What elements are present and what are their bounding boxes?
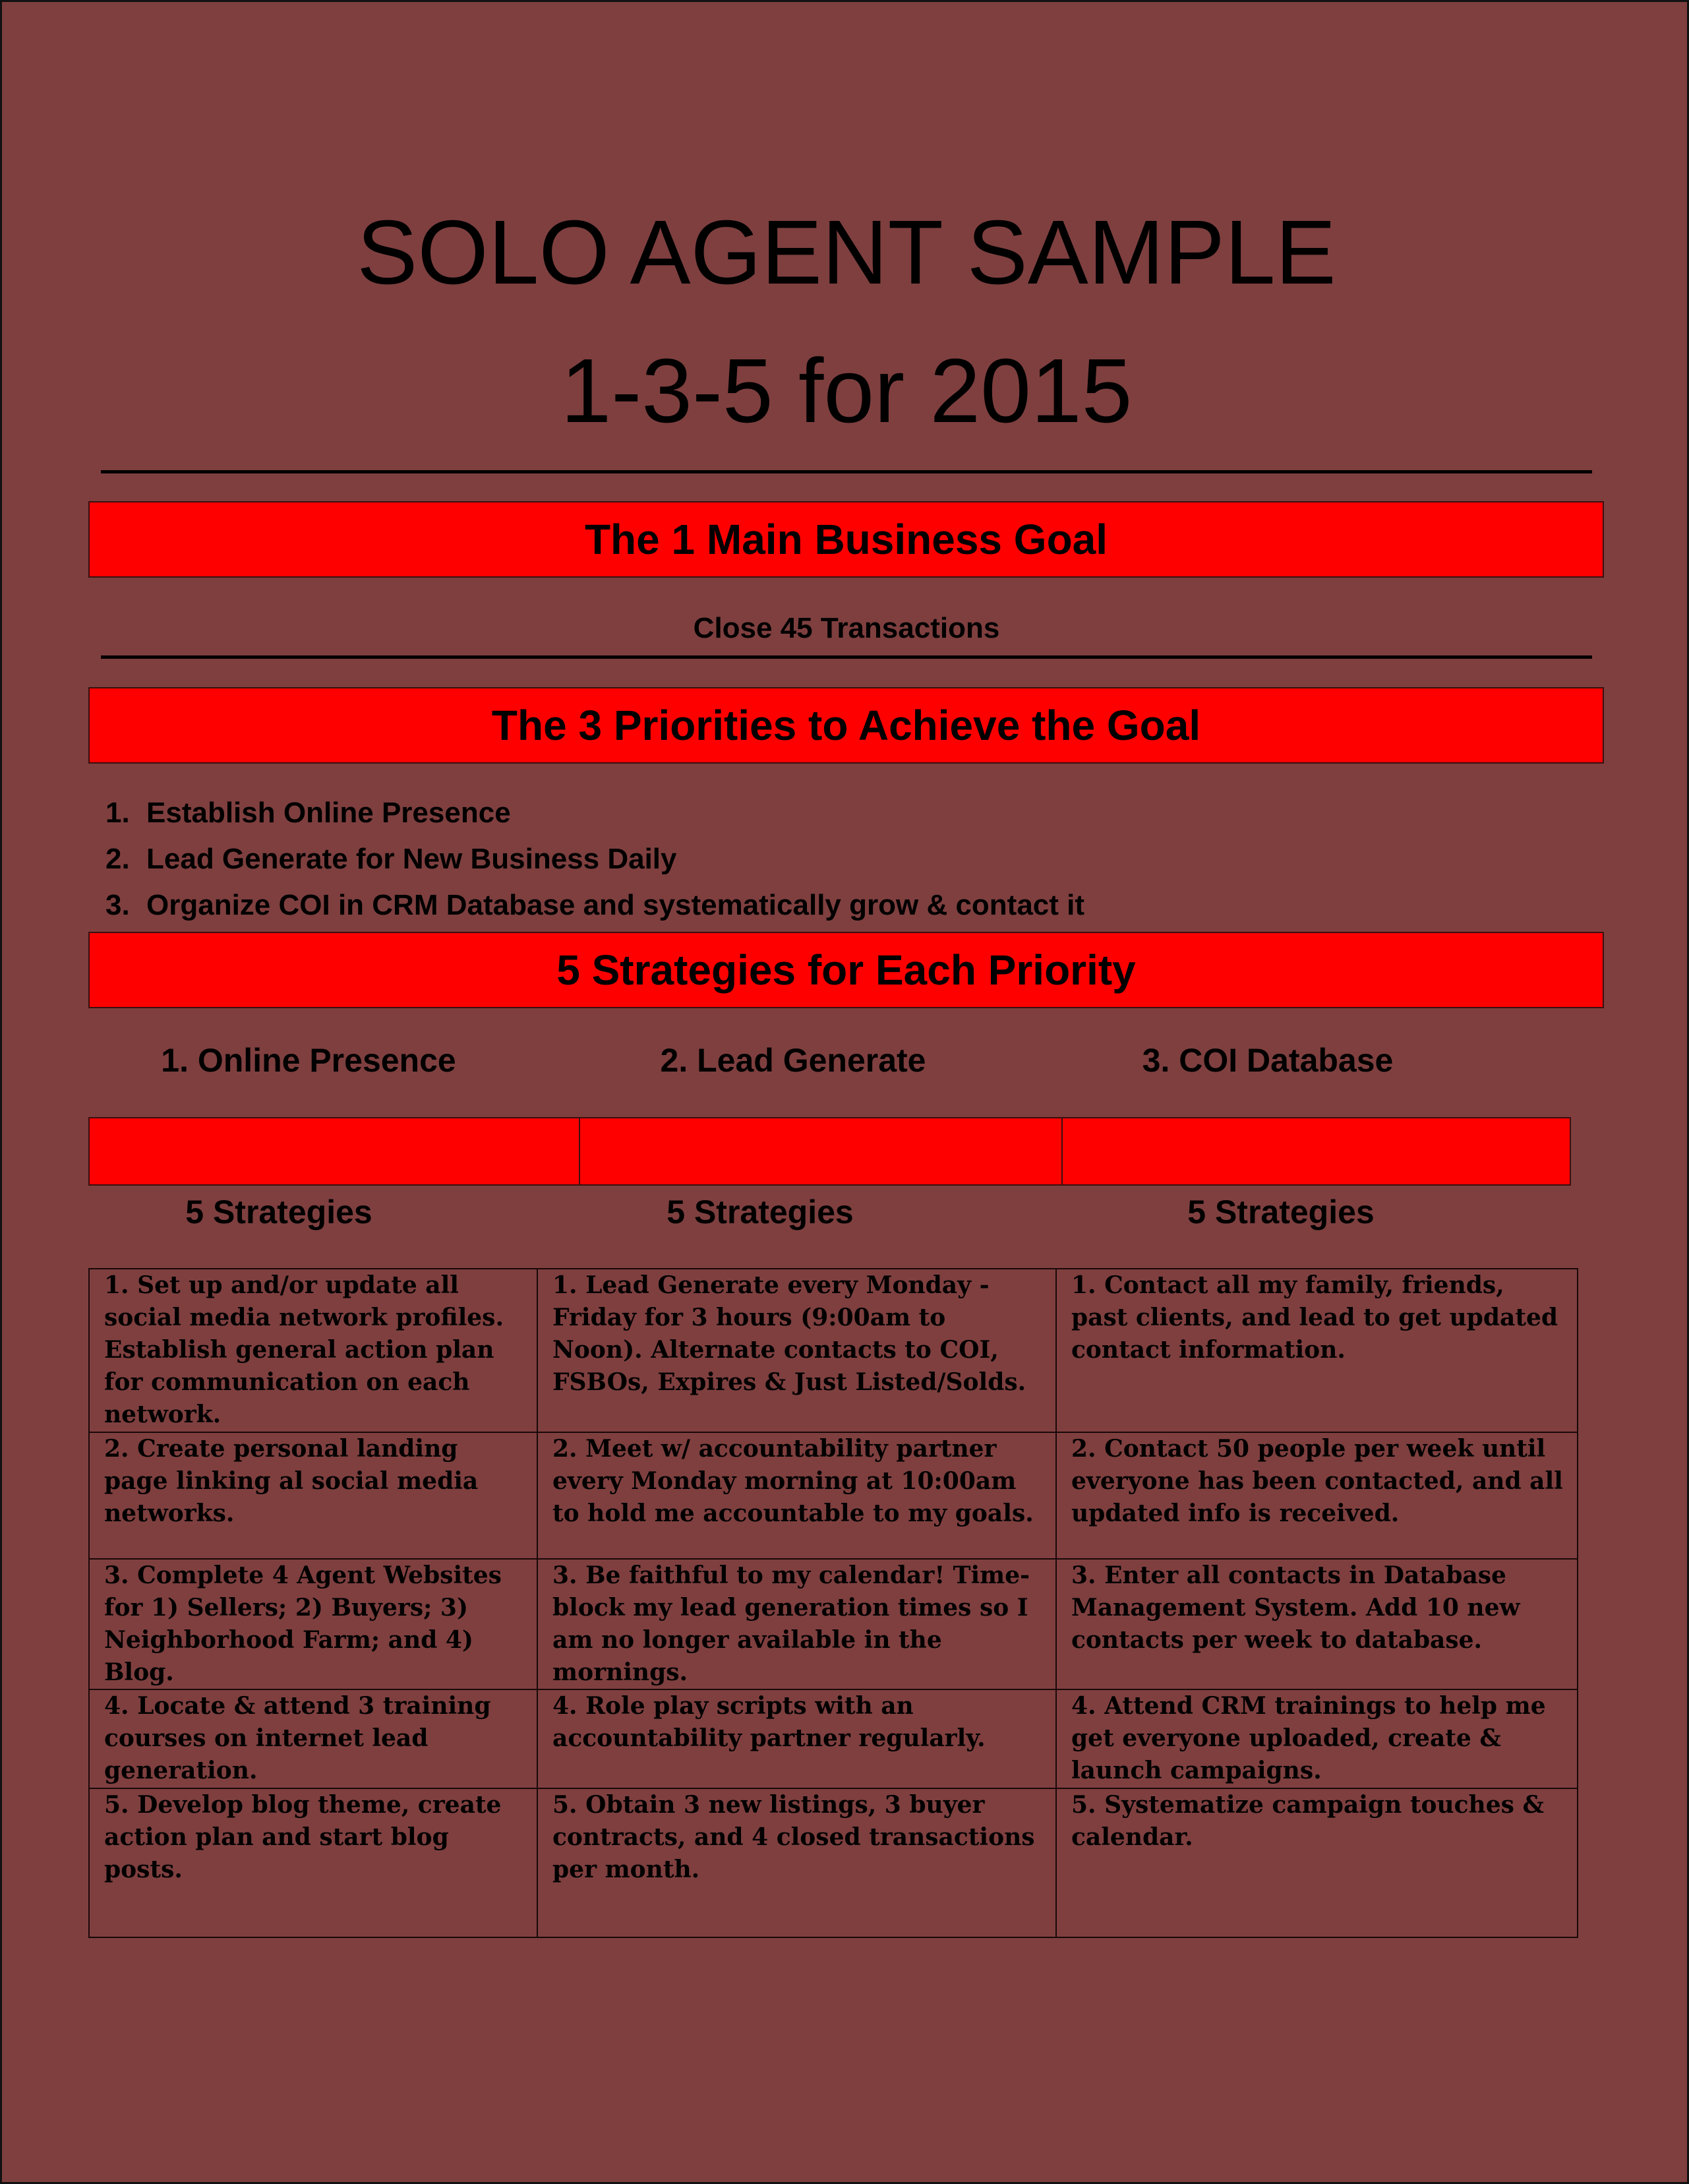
table-cell: 5. Obtain 3 new listings, 3 buyer contracts, and 4 closed transactions per month.: [537, 1788, 1056, 1937]
priority-number: 2.: [105, 843, 130, 875]
priorities-heading: The 3 Priorities to Achieve the Goal: [491, 702, 1201, 749]
table-cell: 5. Develop blog theme, create action plan and start blog posts.: [89, 1788, 537, 1937]
table-cell: 4. Attend CRM trainings to help me get everyone uploaded, create & launch campaigns.: [1056, 1689, 1578, 1788]
table-cell: 4. Locate & attend 3 training courses on internet lead generation.: [89, 1689, 537, 1788]
divider-rule: [101, 470, 1592, 473]
priority-item: [105, 886, 1084, 925]
strategies-heading: 5 Strategies for Each Priority: [556, 946, 1136, 994]
priority-item: [105, 839, 677, 879]
divider-rule: [101, 655, 1592, 659]
priority-item: [105, 793, 511, 833]
goal-text: Close 45 Transactions: [693, 612, 1000, 644]
priority-text: Lead Generate for New Business Daily: [146, 843, 677, 875]
goal-heading: The 1 Main Business Goal: [584, 516, 1108, 563]
table-cell: 3. Be faithful to my calendar! Time-block my lead generation times so I am no longer available in the mornings.: [537, 1559, 1056, 1689]
priority-number: 1.: [105, 797, 130, 829]
column-title-lead-generate: 2. Lead Generate: [660, 1042, 926, 1079]
priority-text: Establish Online Presence: [146, 797, 511, 829]
strategies-label: 5 Strategies: [1187, 1194, 1375, 1230]
table-cell: 2. Contact 50 people per week until everyone has been contacted, and all updated info is received.: [1056, 1432, 1578, 1559]
strategies-label: 5 Strategies: [185, 1194, 372, 1230]
table-cell: 1. Set up and/or update all social media network profiles. Establish general action plan for communication on each network.: [89, 1269, 537, 1432]
table-cell: 1. Contact all my family, friends, past clients, and lead to get updated contact information.: [1056, 1269, 1578, 1432]
table-cell: 2. Create personal landing page linking al social media networks.: [89, 1432, 537, 1559]
table-row: [89, 1269, 1578, 1432]
strategies-heading-band: [88, 932, 1604, 1008]
table-cell: 4. Role play scripts with an accountability partner regularly.: [537, 1689, 1056, 1788]
table-row: [89, 1559, 1578, 1689]
goal-heading-band: [88, 501, 1604, 578]
priority-text: Organize COI in CRM Database and systematically grow & contact it: [146, 889, 1085, 921]
document-title: SOLO AGENT SAMPLE: [357, 202, 1336, 303]
document-subtitle: 1-3-5 for 2015: [560, 340, 1133, 442]
column-color-bar: [88, 1117, 1571, 1186]
table-row: [89, 1689, 1578, 1788]
color-bar-cell: [580, 1118, 1063, 1184]
column-title-online-presence: 1. Online Presence: [161, 1042, 456, 1079]
priorities-heading-band: [88, 687, 1604, 764]
column-title-coi-database: 3. COI Database: [1142, 1042, 1394, 1079]
table-cell: 3. Enter all contacts in Database Management System. Add 10 new contacts per week to database.: [1056, 1559, 1578, 1689]
table-cell: 2. Meet w/ accountability partner every Monday morning at 10:00am to hold me accountable to my goals.: [537, 1432, 1056, 1559]
table-cell: 1. Lead Generate every Monday - Friday for 3 hours (9:00am to Noon). Alternate contacts to COI, FSBOs, Expires & Just Listed/Solds.: [537, 1269, 1056, 1432]
color-bar-cell: [1063, 1118, 1570, 1184]
table-cell: 5. Systematize campaign touches & calendar.: [1056, 1788, 1578, 1937]
color-bar-cell: [90, 1118, 580, 1184]
table-row: [89, 1432, 1578, 1559]
priority-number: 3.: [105, 889, 130, 921]
table-row: [89, 1788, 1578, 1937]
table-cell: 3. Complete 4 Agent Websites for 1) Sellers; 2) Buyers; 3) Neighborhood Farm; and 4) Blog.: [89, 1559, 537, 1689]
strategies-table: [88, 1268, 1578, 1938]
strategies-label: 5 Strategies: [667, 1194, 854, 1230]
